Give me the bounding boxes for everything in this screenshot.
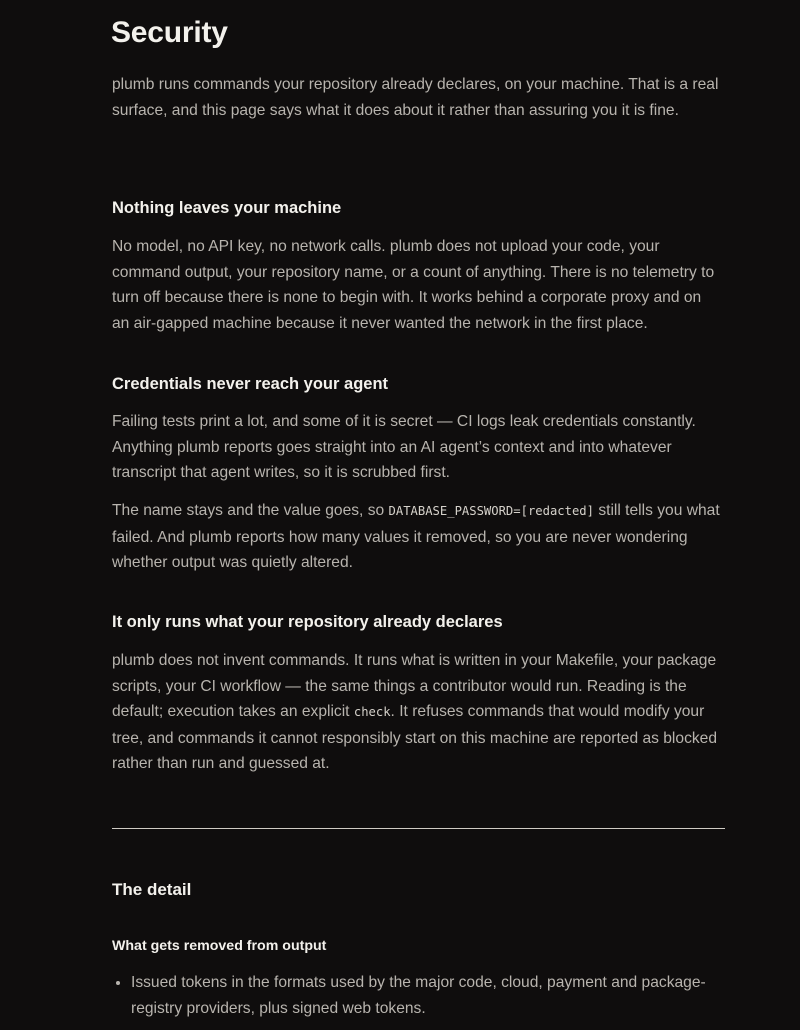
detail-sub-block [112, 936, 720, 956]
intro-paragraph: plumb runs commands your repository already declares, on your machine. That is a real surface, and this page says what it does about it rather than assuring you it is fine. [112, 76, 719, 119]
text-span: The name stays and the value goes, so [112, 502, 389, 519]
section-only-runs [112, 610, 720, 634]
section-credentials [112, 372, 720, 396]
detail-subheading: What gets removed from output [112, 938, 327, 954]
section-nothing-leaves-body [112, 234, 720, 336]
intro-block [112, 72, 720, 123]
inline-code: DATABASE_PASSWORD=[redacted] [388, 504, 594, 518]
inline-code: check [353, 705, 391, 720]
detail-heading: The detail [112, 880, 192, 899]
section-heading: Nothing leaves your machine [112, 199, 342, 217]
section-credentials-body [112, 409, 720, 486]
section-heading: It only runs what your repository already declares [112, 613, 503, 631]
section-nothing-leaves [112, 196, 720, 220]
section-divider [112, 828, 725, 829]
text-span: . It refuses commands that would modify your tree, and commands it cannot responsibly start on this machine are reported as blocked rather than run and guessed at. [112, 703, 718, 773]
section-paragraph: Failing tests print a lot, and some of it is secret — CI logs leak credentials constantly. Anything plumb reports goes straight into an AI agent’s context and into whatever transcript that agent writes, so it is scrubbed first. [112, 413, 696, 482]
list-item: • Issued tokens in the formats used by the major code, cloud, payment and package-registry providers, plus signed web tokens. [131, 970, 720, 1021]
detail-list-block [112, 970, 720, 1021]
text-span: still tells you what failed. And plumb reports how many values it removed, so you are never wondering whether output was quietly altered. [112, 502, 720, 572]
section-heading: Credentials never reach your agent [112, 375, 389, 393]
section-credentials-body-2 [112, 498, 720, 576]
section-paragraph [112, 498, 720, 576]
section-paragraph: No model, no API key, no network calls. plumb does not upload your code, your command output, your repository name, or a count of anything. There is no telemetry to turn off because there is none to begin with. It works behind a corporate proxy and on an air-gapped machine because it never wanted the network in the first place. [112, 238, 715, 332]
section-paragraph [112, 648, 720, 777]
text-span: plumb does not invent commands. It runs what is written in your Makefile, your package scripts, your CI workflow — the same things a contributor would run. Reading is the default; execution takes an explicit [112, 652, 717, 721]
section-only-runs-body [112, 648, 720, 777]
page-title: Security [111, 16, 228, 49]
removed-items-list [112, 970, 720, 1021]
detail-block [112, 878, 720, 902]
